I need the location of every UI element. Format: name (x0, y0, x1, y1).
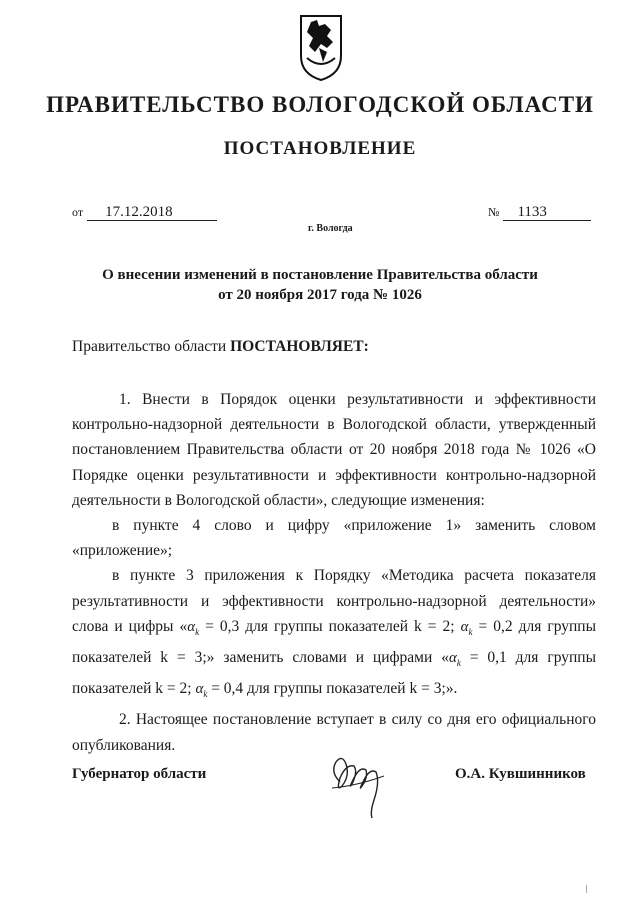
alpha-char-1: α (187, 618, 196, 635)
signatory-position: Губернатор области (72, 766, 207, 782)
preamble-verb: ПОСТАНОВЛЯЕТ: (230, 338, 369, 355)
alpha-symbol (461, 619, 473, 635)
amendment-text-d: = 0,1 для группы показателей k = 2; (72, 649, 596, 698)
city-label: г. Вологда (308, 223, 353, 234)
paragraph-amendment-1: в пункте 4 слово и цифру «приложение 1» заменить словом «приложение»; (72, 517, 596, 560)
subject-line-2: от 20 ноября 2017 года № 1026 (218, 287, 422, 303)
alpha-symbol (187, 619, 199, 635)
preamble-prefix: Правительство области (72, 338, 227, 355)
document-body (72, 387, 596, 758)
signatory-name: О.А. Кувшинников (455, 766, 586, 782)
amendment-text-e: = 0,4 для группы показателей k = 3;». (207, 680, 458, 698)
paragraph-amendment-2 (72, 563, 596, 707)
alpha-sub-1: k (195, 626, 200, 637)
document-subject (0, 265, 640, 305)
margin-mark (586, 885, 587, 893)
alpha-char-3: α (448, 650, 457, 667)
government-title: ПРАВИТЕЛЬСТВО ВОЛОГОДСКОЙ ОБЛАСТИ (46, 92, 594, 117)
paragraph-2: 2. Настоящее постановление вступает в силу со дня его официального опубликования. (72, 711, 596, 754)
document-date: 17.12.2018 (87, 204, 217, 221)
paragraph-1: 1. Внести в Порядок оценки результативности и эффективности контрольно-надзорной деятельности в Вологодской области, утвержденный постановлением Правительства области от 20 ноября 2018 года № 1026 «О Порядке оценки результативности и эффективности контрольно-надзорной деятельности в Вологодской области», следующие изменения: (72, 391, 596, 509)
alpha-char-4: α (195, 681, 204, 698)
handwritten-signature (326, 742, 396, 822)
number-prefix: № (488, 205, 500, 219)
amendment-text-a: в пункте 3 приложения к Порядку «Методика расчета показателя результативности и эффективности контрольно-надзорной деятельности» слова и цифры « (72, 567, 596, 635)
document-type: ПОСТАНОВЛЕНИЕ (223, 138, 417, 159)
alpha-symbol (195, 681, 208, 700)
preamble (72, 338, 369, 356)
subject-line-1: О внесении изменений в постановление Правительства области (102, 267, 538, 283)
date-prefix: от (72, 205, 84, 219)
number-field (488, 203, 591, 221)
amendment-text-c: = 0,2 для группы показателей k = 3;» заменить словами и цифрами « (72, 617, 596, 667)
alpha-sub-3: k (456, 658, 461, 669)
alpha-char-2: α (460, 618, 469, 635)
alpha-sub-2: k (468, 626, 473, 637)
alpha-sub-4: k (203, 689, 208, 700)
amendment-text-b: = 0,3 для группы показателей k = 2; (199, 617, 461, 635)
coat-of-arms-icon (297, 12, 345, 82)
alpha-symbol (448, 650, 461, 669)
document-number: 1133 (503, 204, 591, 221)
date-field (72, 203, 217, 221)
